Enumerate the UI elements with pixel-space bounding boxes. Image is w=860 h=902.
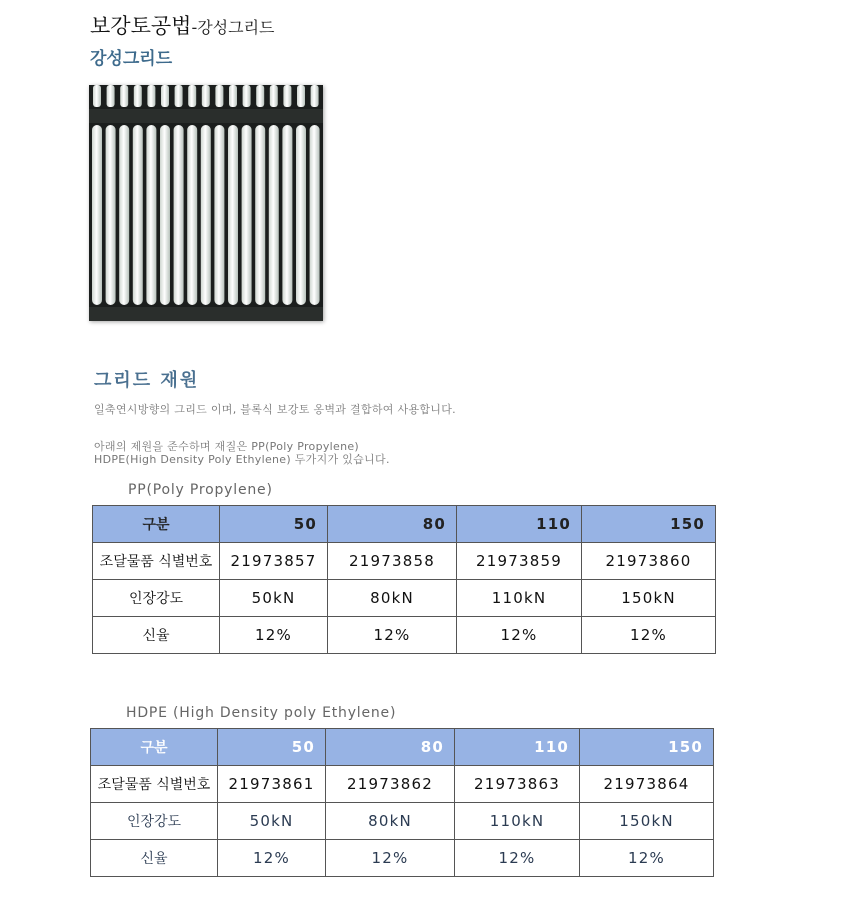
page-title (90, 10, 275, 40)
table-cell: 150kN (580, 803, 714, 840)
table-cell: 21973857 (220, 543, 328, 580)
row-label: 신율 (93, 617, 220, 654)
table-cell: 12% (457, 617, 582, 654)
header-cell: 80 (328, 506, 457, 543)
table-cell: 12% (580, 840, 714, 877)
table-cell: 12% (582, 617, 716, 654)
hdpe-spec-table (90, 728, 714, 877)
table-cell: 21973858 (328, 543, 457, 580)
table-cell: 110kN (455, 803, 580, 840)
header-cell: 구분 (91, 729, 218, 766)
table-cell: 12% (218, 840, 326, 877)
row-label: 신율 (91, 840, 218, 877)
table-row (91, 766, 714, 803)
table-row (91, 840, 714, 877)
page-title-suffix: -강성그리드 (191, 18, 275, 37)
row-label: 인장강도 (93, 580, 220, 617)
header-cell: 110 (457, 506, 582, 543)
table-cell: 12% (328, 617, 457, 654)
header-cell: 50 (218, 729, 326, 766)
table-cell: 12% (220, 617, 328, 654)
table-cell: 21973861 (218, 766, 326, 803)
table-row (93, 543, 716, 580)
section-title: 그리드 재원 (94, 370, 200, 391)
table-cell: 21973863 (455, 766, 580, 803)
material-note-line1: 아래의 제원을 준수하며 재질은 PP(Poly Propylene) (94, 440, 360, 453)
table-cell: 150kN (582, 580, 716, 617)
pp-table-caption: PP(Poly Propylene) (128, 482, 273, 498)
header-cell: 110 (455, 729, 580, 766)
table-row (91, 803, 714, 840)
table-cell: 80kN (328, 580, 457, 617)
table-cell: 12% (326, 840, 455, 877)
table-header-row (93, 506, 716, 543)
table-cell: 50kN (218, 803, 326, 840)
page-subtitle: 강성그리드 (90, 49, 173, 69)
row-label: 조달물품 식별번호 (93, 543, 220, 580)
table-header-row (91, 729, 714, 766)
geogrid-photo (89, 85, 323, 321)
page-title-main: 보강토공법 (90, 14, 192, 38)
table-cell: 50kN (220, 580, 328, 617)
table-cell: 21973862 (326, 766, 455, 803)
header-cell: 구분 (93, 506, 220, 543)
material-note-line2: HDPE(High Density Poly Ethylene) 두가지가 있습니다. (94, 453, 390, 466)
row-label: 인장강도 (91, 803, 218, 840)
row-label: 조달물품 식별번호 (91, 766, 218, 803)
header-cell: 150 (580, 729, 714, 766)
table-cell: 21973860 (582, 543, 716, 580)
hdpe-table-caption: HDPE (High Density poly Ethylene) (126, 705, 397, 721)
header-cell: 50 (220, 506, 328, 543)
table-cell: 80kN (326, 803, 455, 840)
header-cell: 150 (582, 506, 716, 543)
table-row (93, 580, 716, 617)
header-cell: 80 (326, 729, 455, 766)
table-cell: 21973864 (580, 766, 714, 803)
table-cell: 12% (455, 840, 580, 877)
table-row (93, 617, 716, 654)
table-cell: 21973859 (457, 543, 582, 580)
section-description: 일축연시방향의 그리드 이며, 블록식 보강토 옹벽과 결합하여 사용합니다. (94, 403, 456, 416)
table-cell: 110kN (457, 580, 582, 617)
pp-spec-table (92, 505, 716, 654)
